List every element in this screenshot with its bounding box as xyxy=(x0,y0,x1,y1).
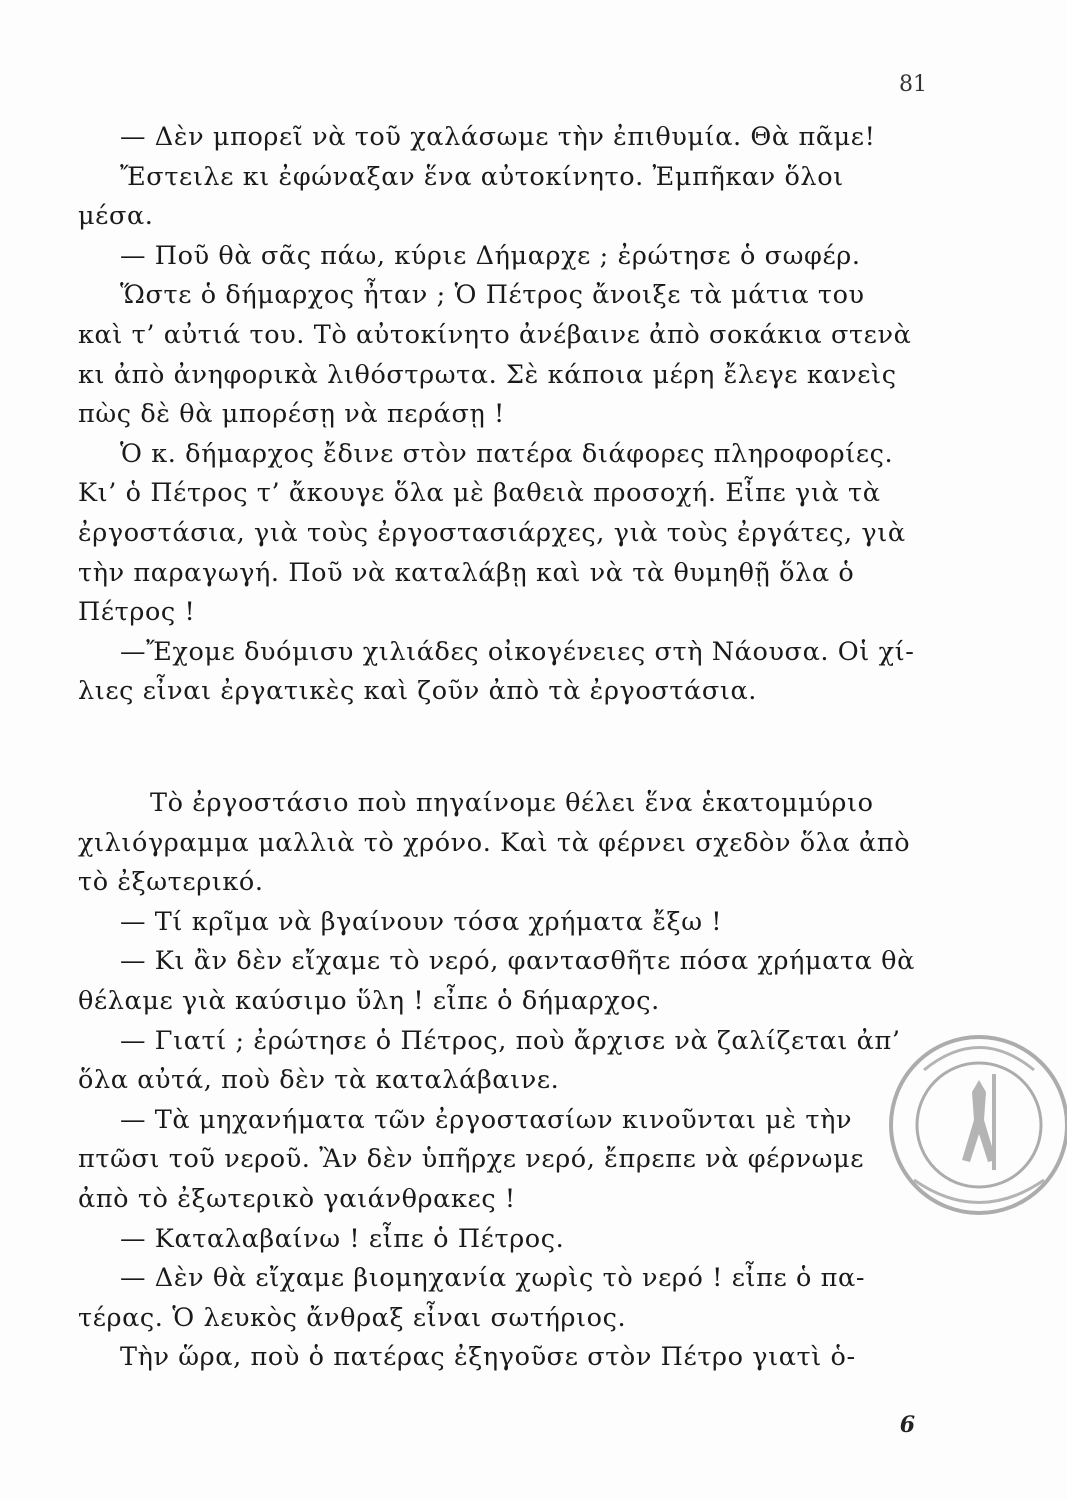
text-line: — Δὲν μπορεῖ νὰ τοῦ χαλάσωμε τὴν ἐπιθυμία. Θὰ πᾶμε! xyxy=(120,122,876,152)
text-line: θέλαμε γιὰ καύσιμο ὕλη ! εἶπε ὁ δήμαρχος. xyxy=(78,985,660,1016)
text-line: Πέτρος ! xyxy=(78,597,196,628)
text-line: τέρας. Ὁ λευκὸς ἄνθραξ εἶναι σωτήριος. xyxy=(78,1302,627,1333)
text-line: κι ἀπὸ ἀνηφορικὰ λιθόστρωτα. Σὲ κάποια μέρη ἔλεγε κανεὶς xyxy=(78,359,897,390)
library-seal-stamp-icon xyxy=(884,1030,1067,1220)
text-line: Κι’ ὁ Πέτρος τ’ ἄκουγε ὅλα μὲ βαθειὰ προσοχή. Εἶπε γιὰ τὰ xyxy=(78,478,881,509)
text-line: — Καταλαβαίνω ! εἶπε ὁ Πέτρος. xyxy=(120,1223,565,1254)
text-line: ἀπὸ τὸ ἐξωτερικὸ γαιάνθρακες ! xyxy=(78,1183,516,1214)
page-number: 81 xyxy=(899,72,927,97)
text-line: καὶ τ’ αὐτιά του. Τὸ αὐτοκίνητο ἀνέβαινε ἀπὸ σοκάκια στενὰ xyxy=(78,319,912,350)
text-line: τὴν παραγωγή. Ποῦ νὰ καταλάβῃ καὶ νὰ τὰ θυμηθῇ ὅλα ὁ xyxy=(78,557,855,588)
text-line: ἐργοστάσια, γιὰ τοὺς ἐργοστασιάρχες, γιὰ τοὺς ἐργάτες, γιὰ xyxy=(78,517,906,548)
text-line: Τὴν ὥρα, ποὺ ὁ πατέρας ἐξηγοῦσε στὸν Πέτρο γιατὶ ὁ- xyxy=(120,1342,856,1373)
text-block-1 xyxy=(78,118,940,712)
text-line: πὼς δὲ θὰ μπορέσῃ νὰ περάσῃ ! xyxy=(78,399,505,430)
text-line: — Γιατί ; ἐρώτησε ὁ Πέτρος, ποὺ ἄρχισε νὰ ζαλίζεται ἀπ’ xyxy=(120,1025,901,1056)
text-line: λιες εἶναι ἐργατικὲς καὶ ζοῦν ἀπὸ τὰ ἐργοστάσια. xyxy=(78,676,757,707)
text-line: —Ἔχομε δυόμισυ χιλιάδες οἰκογένειες στὴ Νάουσα. Οἱ χί- xyxy=(120,636,915,667)
signature-mark: 6 xyxy=(899,1412,915,1438)
text-line: μέσα. xyxy=(78,201,154,232)
text-line: τὸ ἐξωτερικό. xyxy=(78,867,264,898)
text-line: — Τί κρῖμα νὰ βγαίνουν τόσα χρήματα ἔξω ! xyxy=(120,906,723,937)
text-line: Τὸ ἐργοστάσιο ποὺ πηγαίνομε θέλει ἕνα ἑκατομμύριο xyxy=(150,788,874,818)
text-line: Ὥστε ὁ δήμαρχος ἦταν ; Ὁ Πέτρος ἄνοιξε τὰ μάτια του xyxy=(120,280,865,311)
text-line: Ἔστειλε κι ἐφώναξαν ἕνα αὐτοκίνητο. Ἐμπῆκαν ὅλοι xyxy=(120,161,844,192)
text-line: ὅλα αὐτά, ποὺ δὲν τὰ καταλάβαινε. xyxy=(78,1065,560,1096)
text-line: Ὁ κ. δήμαρχος ἔδινε στὸν πατέρα διάφορες πληροφορίες. xyxy=(120,438,894,469)
text-line: — Τὰ μηχανήματα τῶν ἐργοστασίων κινοῦνται μὲ τὴν xyxy=(120,1104,853,1135)
text-block-2 xyxy=(78,784,940,1378)
text-line: πτῶσι τοῦ νεροῦ. Ἂν δὲν ὑπῆρχε νερό, ἔπρεπε νὰ φέρνωμε xyxy=(78,1144,865,1175)
text-line: χιλιόγραμμα μαλλιὰ τὸ χρόνο. Καὶ τὰ φέρνει σχεδὸν ὅλα ἀπὸ xyxy=(78,827,911,858)
text-line: — Ποῦ θὰ σᾶς πάω, κύριε Δήμαρχε ; ἐρώτησε ὁ σωφέρ. xyxy=(120,240,861,271)
text-line: — Δὲν θὰ εἴχαμε βιομηχανία χωρὶς τὸ νερό ! εἶπε ὁ πα- xyxy=(120,1263,866,1294)
text-line: — Κι ἂν δὲν εἴχαμε τὸ νερό, φαντασθῆτε πόσα χρήματα θὰ xyxy=(120,946,915,977)
